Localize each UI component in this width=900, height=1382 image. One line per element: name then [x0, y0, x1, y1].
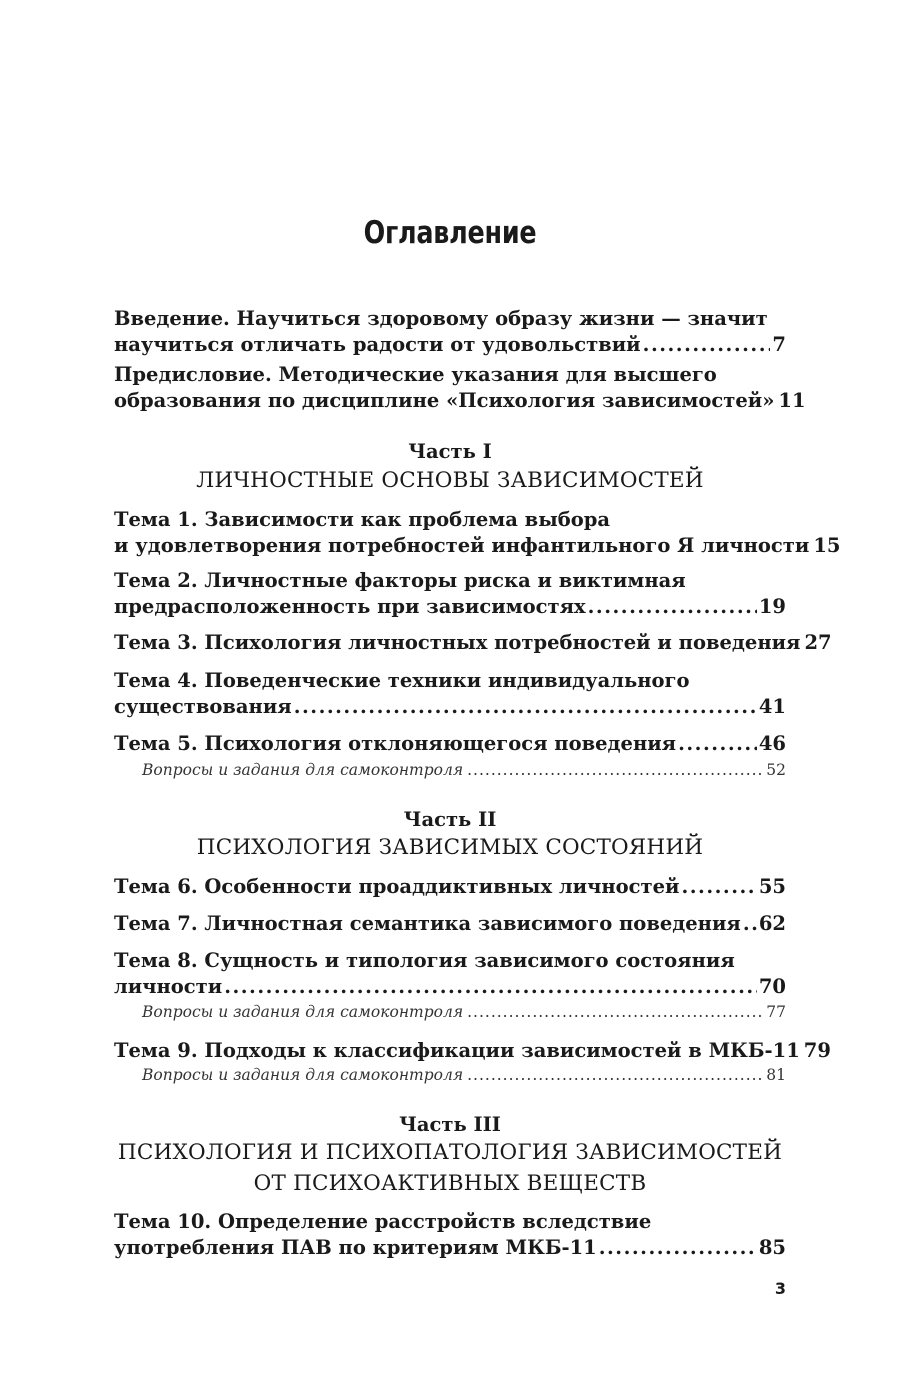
toc-title: Оглавление	[363, 215, 537, 251]
toc-entry-topic-7[interactable]	[114, 911, 786, 937]
toc-entry-topic-2[interactable]	[114, 568, 786, 619]
toc-page-number: 41	[758, 694, 786, 718]
part-label: Часть II	[403, 808, 497, 831]
toc-entry-preface[interactable]	[114, 362, 806, 413]
toc-entry-topic-5[interactable]	[114, 731, 786, 757]
toc-subentry-self-check[interactable]: Вопросы и задания для самоконтроля ..... 52	[142, 760, 786, 780]
toc-page-number: 19	[758, 594, 786, 618]
toc-entry-introduction[interactable]	[114, 306, 786, 357]
dot-leader	[588, 594, 757, 620]
part-label: Часть I	[408, 440, 492, 463]
toc-entry-line: Тема 9. Подходы к классификации зависимостей в МКБ-11	[114, 1039, 800, 1062]
part-label: Часть III	[399, 1113, 501, 1136]
toc-entry-line: Тема 10. Определение расстройств вследствие	[114, 1210, 652, 1233]
dot-leader	[467, 760, 762, 780]
dot-leader	[599, 1235, 757, 1261]
dot-leader	[743, 911, 757, 937]
toc-entry-line: и удовлетворения потребностей инфантильного Я личности	[114, 533, 810, 557]
toc-page-number: 46	[758, 732, 786, 755]
dot-leader	[643, 332, 771, 358]
toc-page-number: 15	[813, 533, 841, 557]
toc-page-number: 77	[766, 1003, 786, 1021]
toc-page-number: 85	[758, 1235, 786, 1259]
toc-entry-line: Тема 4. Поведенческие техники индивидуального	[114, 669, 690, 692]
toc-entry-line: предрасположенность при зависимостях	[114, 594, 586, 618]
toc-entry-line: образования по дисциплине «Психология зависимостей»	[114, 388, 775, 412]
part-name: ОТ ПСИХОАКТИВНЫХ ВЕЩЕСТВ	[253, 1171, 647, 1196]
toc-entry-topic-3[interactable]	[114, 630, 832, 656]
toc-page-number: 52	[766, 761, 786, 779]
toc-entry-line: Тема 2. Личностные факторы риска и виктимная	[114, 569, 686, 592]
toc-page-number: 27	[804, 631, 832, 654]
toc-entry-topic-6[interactable]	[114, 874, 786, 900]
dot-leader	[467, 1002, 762, 1022]
dot-leader	[678, 731, 757, 757]
toc-entry-line: Тема 8. Сущность и типология зависимого состояния	[114, 949, 735, 972]
toc-entry-topic-1[interactable]	[114, 507, 841, 558]
toc-entry-line: Тема 6. Особенности проаддиктивных личностей	[114, 875, 680, 898]
toc-entry-line: Тема 7. Личностная семантика зависимого поведения	[114, 912, 741, 935]
toc-entry-line: научиться отличать радости от удовольствий	[114, 332, 641, 356]
toc-entry-line: личности	[114, 974, 223, 998]
toc-entry-line: Тема 1. Зависимости как проблема выбора	[114, 508, 611, 531]
toc-entry-line: существования	[114, 694, 292, 718]
part-name: ПСИХОЛОГИЯ И ПСИХОПАТОЛОГИЯ ЗАВИСИМОСТЕЙ	[117, 1140, 783, 1165]
toc-entry-topic-10[interactable]	[114, 1209, 786, 1260]
toc-page-number: 55	[758, 875, 786, 898]
dot-leader	[467, 1065, 762, 1085]
toc-page-number: 81	[766, 1066, 786, 1084]
toc-subentry-self-check[interactable]: Вопросы и задания для самоконтроля ..... 81	[142, 1065, 786, 1085]
toc-entry-line: Введение. Научиться здоровому образу жизни — значит	[114, 307, 768, 330]
toc-entry-line: Предисловие. Методические указания для высшего	[114, 363, 717, 386]
toc-page-number: 79	[803, 1039, 831, 1062]
part-name: ЛИЧНОСТНЫЕ ОСНОВЫ ЗАВИСИМОСТЕЙ	[196, 468, 704, 493]
toc-page-number: 62	[758, 912, 786, 935]
dot-leader	[294, 694, 757, 720]
page-number: 3	[774, 1279, 786, 1298]
toc-entry-line: Тема 5. Психология отклоняющегося поведения	[114, 732, 677, 755]
dot-leader	[224, 974, 757, 1000]
toc-entry-line: Тема 3. Психология личностных потребностей и поведения	[114, 631, 801, 654]
toc-page-number: 70	[758, 974, 786, 998]
toc-entry-topic-4[interactable]	[114, 668, 786, 719]
toc-entry-line: употребления ПАВ по критериям МКБ-11	[114, 1235, 597, 1259]
toc-subentry-self-check[interactable]: Вопросы и задания для самоконтроля ..... 77	[142, 1002, 786, 1022]
toc-page-number: 7	[772, 332, 786, 356]
toc-entry-topic-8[interactable]	[114, 948, 786, 999]
toc-entry-topic-9[interactable]	[114, 1038, 831, 1064]
dot-leader	[681, 874, 756, 900]
toc-page-number: 11	[778, 388, 806, 412]
part-name: ПСИХОЛОГИЯ ЗАВИСИМЫХ СОСТОЯНИЙ	[196, 835, 704, 860]
